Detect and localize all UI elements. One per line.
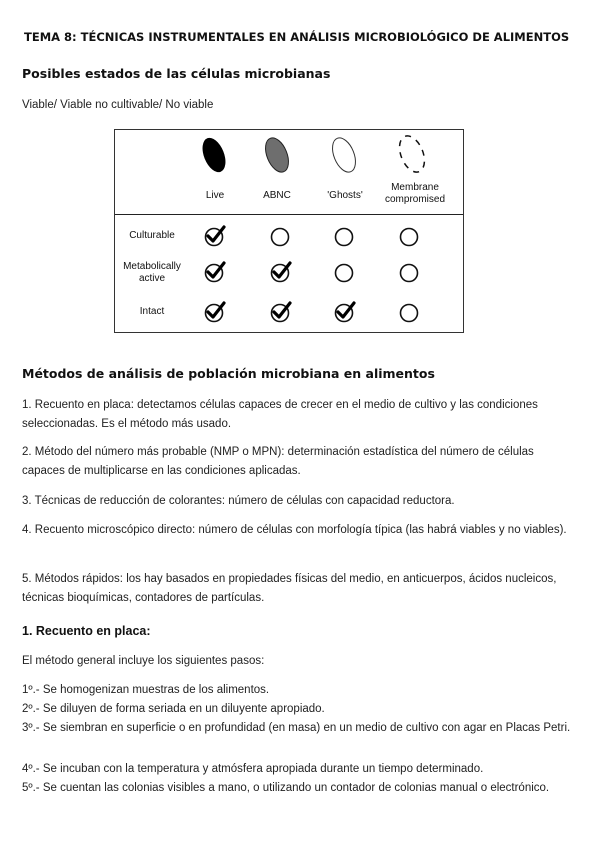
checked-circle-icon bbox=[203, 260, 227, 284]
checked-circle-icon bbox=[269, 300, 293, 324]
live-cell-icon bbox=[199, 134, 229, 176]
method-4: 4. Recuento microscópico directo: número de células con morfología típica (las habrá viables y no viables). bbox=[22, 524, 567, 536]
row-label-culturable: Culturable bbox=[129, 230, 175, 241]
step-1: 1º.- Se homogenizan muestras de los alimentos. bbox=[22, 684, 270, 696]
viability-states-line: Viable/ Viable no cultivable/ No viable bbox=[22, 99, 214, 111]
section-heading-methods: Métodos de análisis de población microbiana en alimentos bbox=[22, 366, 435, 381]
checked-circle-icon bbox=[203, 300, 227, 324]
abnc-cell-icon bbox=[262, 134, 292, 176]
empty-circle-icon bbox=[269, 224, 293, 248]
row-label-metabolically-active: Metabolically active bbox=[123, 261, 181, 284]
method-1: 1. Recuento en placa: detectamos células capaces de crecer en el medio de cultivo y las condiciones seleccionadas. Es el método más usado. bbox=[22, 399, 538, 430]
column-label-abnc: ABNC bbox=[263, 190, 291, 201]
empty-circle-icon bbox=[398, 224, 422, 248]
empty-circle-icon bbox=[398, 260, 422, 284]
empty-circle-icon bbox=[333, 260, 357, 284]
steps-intro: El método general incluye los siguientes pasos: bbox=[22, 655, 265, 667]
step-5: 5º.- Se cuentan las colonias visibles a mano, o utilizando un contador de colonias manual o electrónico. bbox=[22, 782, 550, 794]
method-3: 3. Técnicas de reducción de colorantes: número de células con capacidad reductora. bbox=[22, 495, 455, 507]
row-label-intact: Intact bbox=[139, 306, 165, 317]
method-2: 2. Método del número más probable (NMP o MPN): determinación estadística del número de células capaces de multiplicarse en las condiciones aplicadas. bbox=[22, 446, 534, 477]
step-4: 4º.- Se incuban con la temperatura y atmósfera apropiada durante un tiempo determinado. bbox=[22, 763, 484, 775]
step-3: 3º.- Se siembran en superficie o en profundidad (en masa) en un medio de cultivo con agar en Placas Petri. bbox=[22, 722, 571, 734]
section-heading-cell-states: Posibles estados de las células microbianas bbox=[22, 66, 331, 81]
membrane-compromised-cell-icon bbox=[395, 132, 429, 176]
column-label-membrane-compromised: Membrane compromised bbox=[384, 182, 446, 205]
section-heading-plate-count: 1. Recuento en placa: bbox=[22, 624, 151, 638]
checked-circle-icon bbox=[333, 300, 357, 324]
checked-circle-icon bbox=[269, 260, 293, 284]
step-2: 2º.- Se diluyen de forma seriada en un diluyente apropiado. bbox=[22, 703, 325, 715]
empty-circle-icon bbox=[333, 224, 357, 248]
ghost-cell-icon bbox=[329, 134, 359, 176]
column-label-ghosts: 'Ghosts' bbox=[327, 190, 363, 201]
cell-states-figure bbox=[114, 129, 464, 333]
empty-circle-icon bbox=[398, 300, 422, 324]
document-title: TEMA 8: TÉCNICAS INSTRUMENTALES EN ANÁLISIS MICROBIOLÓGICO DE ALIMENTOS bbox=[24, 30, 570, 44]
column-label-live: Live bbox=[205, 190, 225, 201]
checked-circle-icon bbox=[203, 224, 227, 248]
figure-divider bbox=[115, 214, 463, 215]
method-5: 5. Métodos rápidos: los hay basados en propiedades físicas del medio, en anticuerpos, ácidos nucleicos, técnicas bioquímicas, contadores de partículas. bbox=[22, 573, 557, 604]
